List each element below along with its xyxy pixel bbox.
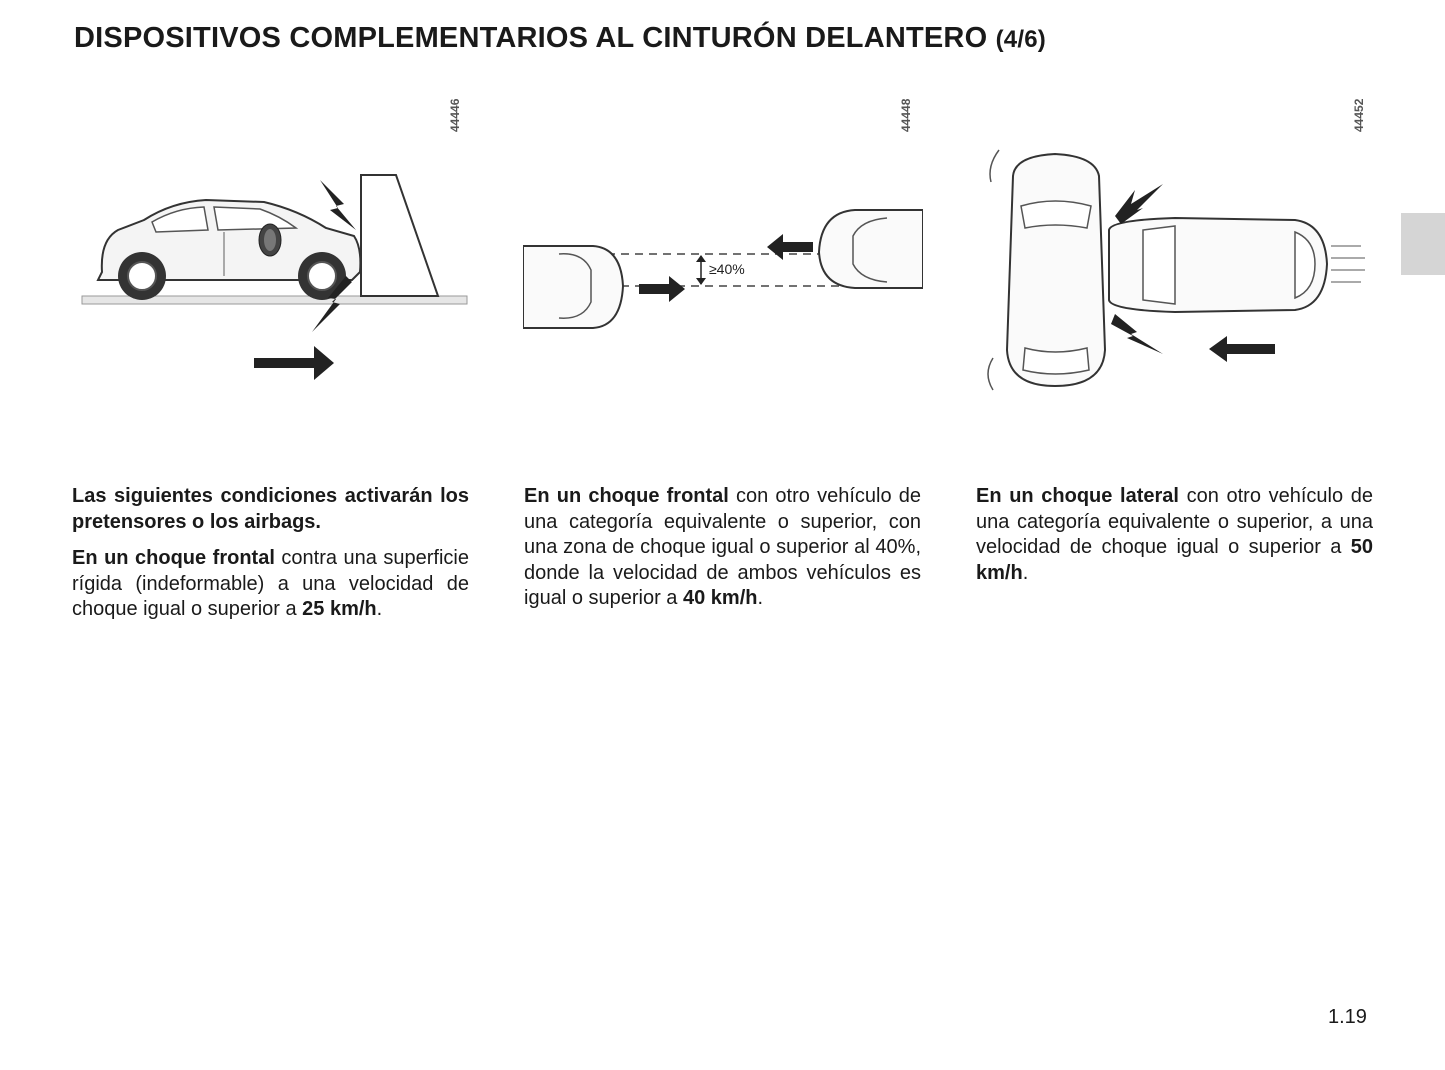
page-title xyxy=(74,22,1046,55)
speed-value: 40 km/h xyxy=(682,587,758,609)
end-text: . xyxy=(376,598,383,620)
figure-frontal-offset xyxy=(523,80,923,410)
section-tab-marker xyxy=(1401,213,1445,275)
frontal-offset-illustration xyxy=(523,80,923,410)
lead-text: En un choque frontal xyxy=(72,547,275,569)
speed-value: 50 km/h xyxy=(976,536,1373,584)
lead-text: En un choque lateral xyxy=(976,485,1179,507)
column-left xyxy=(72,484,469,634)
figure-number: 44448 xyxy=(899,98,913,132)
overlap-label: ≥40% xyxy=(709,261,745,277)
side-impact-paragraph xyxy=(976,484,1373,586)
end-text: . xyxy=(1022,561,1029,584)
body-text: con otro vehículo de una categoría equivalente o superior, con una zona de choque igual o superior al 40%, donde la velocidad de ambos vehículos es igual o superior a xyxy=(524,485,921,609)
page-number: 1.19 xyxy=(1328,1006,1367,1028)
column-right xyxy=(976,484,1373,597)
intro-paragraph xyxy=(72,484,469,535)
lead-text: En un choque frontal xyxy=(524,485,729,507)
frontal-wall-illustration xyxy=(74,80,474,410)
body-text: con otro vehículo de una categoría equivalente o superior, a una velocidad de choque igual o superior a xyxy=(976,485,1373,558)
figure-number: 44446 xyxy=(448,98,462,132)
figure-side-impact xyxy=(975,80,1375,410)
figure-frontal-wall xyxy=(74,80,474,410)
frontal-wall-paragraph xyxy=(72,546,469,623)
title-part: (4/6) xyxy=(995,26,1046,53)
body-text: contra una superficie rígida (indeformable) a una velocidad de choque igual o superior a xyxy=(72,547,469,620)
frontal-offset-paragraph xyxy=(524,484,921,612)
end-text: . xyxy=(757,587,764,609)
side-impact-illustration xyxy=(975,80,1375,410)
intro-text: Las siguientes condiciones activarán los pretensores o los airbags. xyxy=(72,485,469,533)
speed-value: 25 km/h xyxy=(302,598,377,620)
column-middle xyxy=(524,484,921,623)
figure-number: 44452 xyxy=(1352,98,1366,132)
title-text: DISPOSITIVOS COMPLEMENTARIOS AL CINTURÓN DELANTERO xyxy=(74,22,988,54)
